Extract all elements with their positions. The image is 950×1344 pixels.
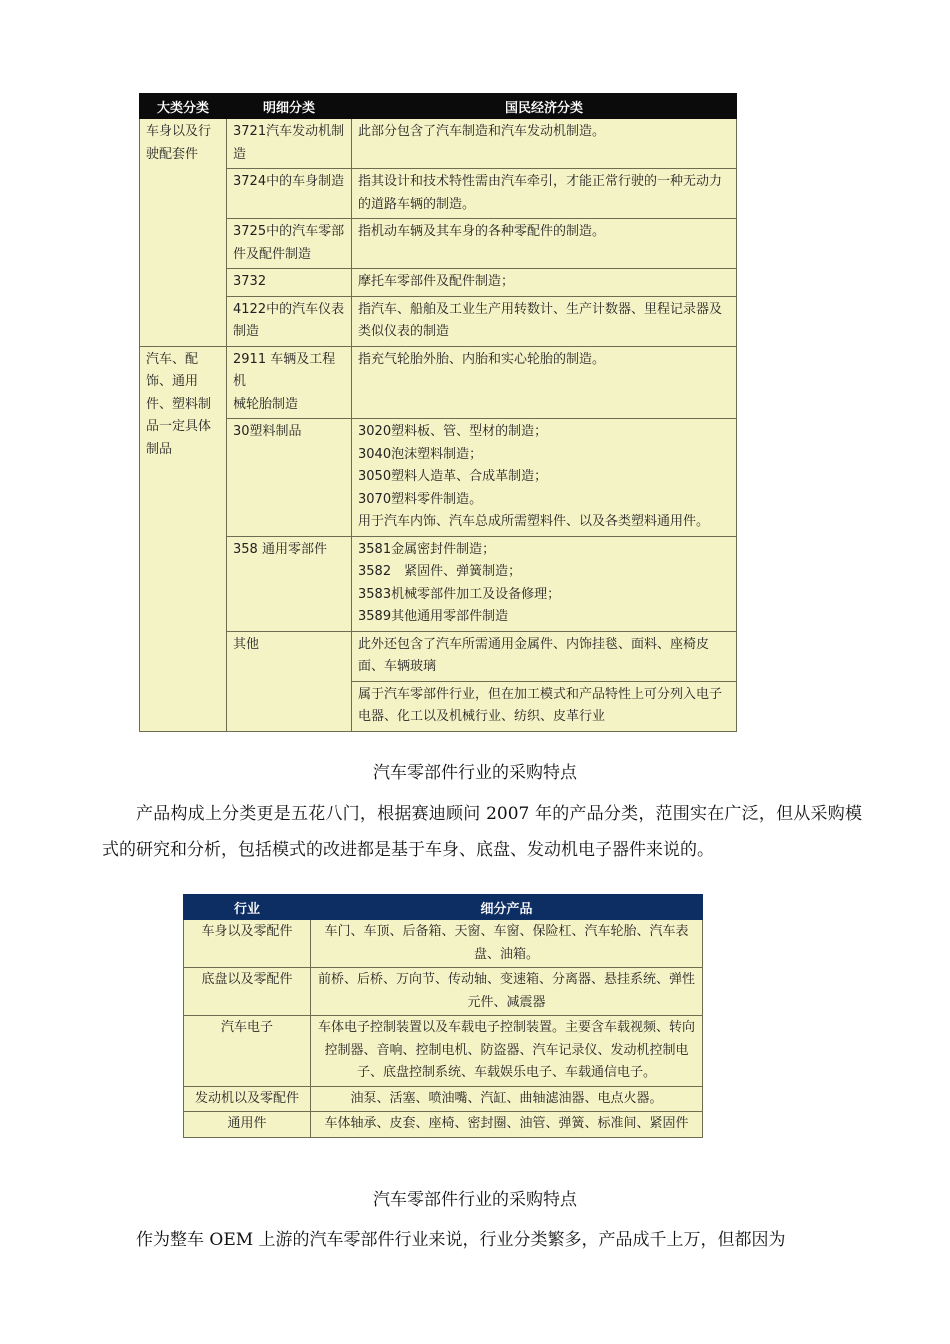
description-cell: 摩托车零部件及配件制造； [352, 269, 737, 297]
body-paragraph: 产品构成上分类更是五花八门，根据赛迪顾问 2007 年的产品分类，范围实在广泛，但从采购模式的研究和分析，包括模式的改进都是基于车身、底盘、发动机电子器件来说的。 [102, 804, 862, 860]
table-row [140, 631, 737, 681]
description-cell: 属于汽车零部件行业，但在加工模式和产品特性上可分列入电子 电器、化工以及机械行业、纺织、皮革行业 [352, 681, 737, 731]
table-row [184, 1086, 703, 1112]
products-cell: 油泵、活塞、喷油嘴、汽缸、曲轴滤油器、电点火器。 [311, 1086, 703, 1112]
table-row [140, 119, 737, 169]
detail-cell: 358 通用零部件 [227, 536, 352, 631]
description-cell: 指其设计和技术特性需由汽车牵引，才能正常行驶的一种无动力 的道路车辆的制造。 [352, 169, 737, 219]
detail-cell: 3725中的汽车零部 件及配件制造 [227, 219, 352, 269]
description-cell: 指机动车辆及其车身的各种零配件的制造。 [352, 219, 737, 269]
table-row [140, 296, 737, 346]
detail-cell: 3732 [227, 269, 352, 297]
table-row [140, 269, 737, 297]
table-row [140, 346, 737, 419]
table-row [140, 219, 737, 269]
table-row [140, 536, 737, 631]
body-paragraph: 作为整车 OEM 上游的汽车零部件行业来说，行业分类繁多，产品成千上万，但都因为 [136, 1230, 786, 1250]
product-segment-table [183, 894, 703, 1138]
table-row [184, 968, 703, 1016]
major-category-cell: 车身以及行 驶配套件 [140, 119, 227, 347]
table-row [140, 169, 737, 219]
detail-cell: 2911 车辆及工程机 械轮胎制造 [227, 346, 352, 419]
major-category-cell: 汽车、配 饰、通用 件、塑料制 品一定具体 制品 [140, 346, 227, 731]
description-cell: 指充气轮胎外胎、内胎和实心轮胎的制造。 [352, 346, 737, 419]
header-industry: 行业 [184, 895, 311, 920]
detail-cell: 4122中的汽车仪表 制造 [227, 296, 352, 346]
industry-cell: 通用件 [184, 1112, 311, 1138]
description-cell: 3581金属密封件制造； 3582 紧固件、弹簧制造； 3583机械零部件加工及设备修理； 3589其他通用零部件制造 [352, 536, 737, 631]
products-cell: 前桥、后桥、万向节、传动轴、变速箱、分离器、悬挂系统、弹性 元件、减震器 [311, 968, 703, 1016]
detail-cell: 其他 [227, 631, 352, 731]
products-cell: 车体电子控制装置以及车载电子控制装置。主要含车载视频、转向 控制器、音响、控制电机、防盗器、汽车记录仪、发动机控制电 子、底盘控制系统、车载娱乐电子、车载通信电子。 [311, 1016, 703, 1087]
detail-cell: 3721汽车发动机制 造 [227, 119, 352, 169]
header-major-category: 大类分类 [140, 94, 227, 119]
products-cell: 车体轴承、皮套、座椅、密封圈、油管、弹簧、标准间、紧固件 [311, 1112, 703, 1138]
table-row [184, 1016, 703, 1087]
industry-cell: 底盘以及零配件 [184, 968, 311, 1016]
industry-classification-table [139, 93, 737, 732]
header-national-economic-category: 国民经济分类 [352, 94, 737, 119]
table-header-row [184, 895, 703, 920]
description-cell: 3020塑料板、管、型材的制造； 3040泡沫塑料制造； 3050塑料人造革、合成革制造； 3070塑料零件制造。 用于汽车内饰、汽车总成所需塑料件、以及各类塑料通用件。 [352, 419, 737, 537]
description-cell: 指汽车、船舶及工业生产用转数计、生产计数器、里程记录器及 类似仪表的制造 [352, 296, 737, 346]
description-cell: 此外还包含了汽车所需通用金属件、内饰挂毯、面料、座椅皮 面、车辆玻璃 [352, 631, 737, 681]
products-cell: 车门、车顶、后备箱、天窗、车窗、保险杠、汽车轮胎、汽车表 盘、油箱。 [311, 920, 703, 968]
header-segment-products: 细分产品 [311, 895, 703, 920]
description-cell: 此部分包含了汽车制造和汽车发动机制造。 [352, 119, 737, 169]
header-detail-category: 明细分类 [227, 94, 352, 119]
detail-cell: 3724中的车身制造 [227, 169, 352, 219]
industry-cell: 汽车电子 [184, 1016, 311, 1087]
section-heading: 汽车零部件行业的采购特点 [373, 763, 577, 783]
detail-cell: 30塑料制品 [227, 419, 352, 537]
table-row [184, 1112, 703, 1138]
table-row [140, 419, 737, 537]
section-heading: 汽车零部件行业的采购特点 [373, 1190, 577, 1210]
industry-cell: 车身以及零配件 [184, 920, 311, 968]
industry-cell: 发动机以及零配件 [184, 1086, 311, 1112]
table-header-row [140, 94, 737, 119]
table-row [184, 920, 703, 968]
